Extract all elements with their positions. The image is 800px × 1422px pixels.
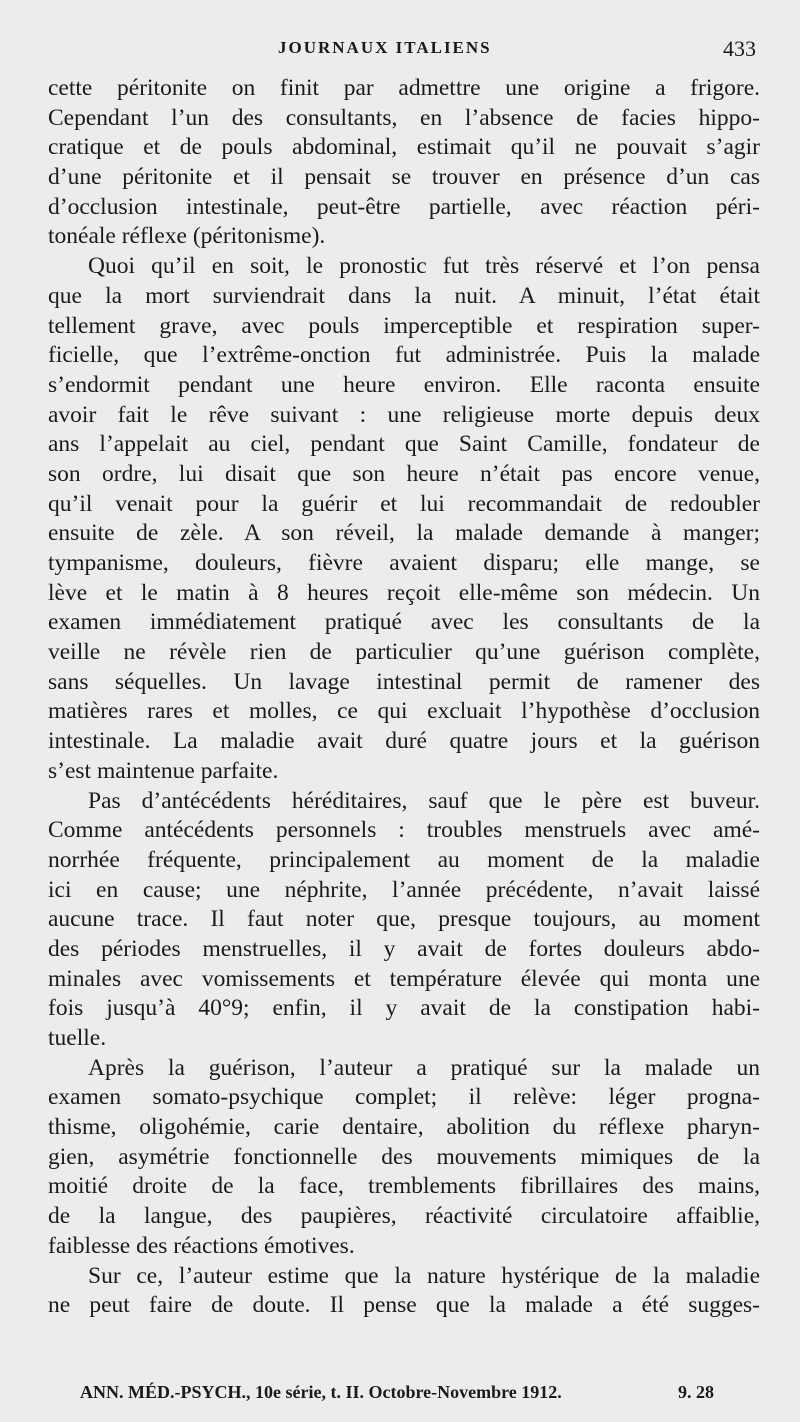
- text-line: de la langue, des paupières, réactivité circulatoire affaiblie,: [48, 1203, 760, 1230]
- text-line: Quoi qu’il en soit, le pronostic fut très réservé et l’on pensa: [88, 253, 760, 280]
- page-number: 433: [723, 36, 756, 61]
- text-line: tellement grave, avec pouls imperceptible et respiration super-: [48, 312, 760, 339]
- text-line: intestinale. La maladie avait duré quatre jours et la guérison: [48, 728, 760, 755]
- signature-mark: 9. 28: [678, 1382, 714, 1402]
- text-line: thisme, oligohémie, carie dentaire, abolition du réflexe pharyn-: [48, 1114, 760, 1141]
- text-line: tonéale réflexe (péritonisme).: [48, 223, 326, 250]
- text-line: qu’il venait pour la guérir et lui recommandait de redoubler: [48, 490, 760, 517]
- text-line: s’endormit pendant une heure environ. Elle raconta ensuite: [48, 371, 760, 398]
- text-line: faiblesse des réactions émotives.: [48, 1232, 355, 1259]
- text-line: ans l’appelait au ciel, pendant que Saint Camille, fondateur de: [48, 431, 760, 458]
- text-line: matières rares et molles, ce qui excluait l’hypothèse d’occlusion: [48, 698, 760, 725]
- text-line: examen immédiatement pratiqué avec les consultants de la: [48, 609, 760, 636]
- text-line: d’occlusion intestinale, peut-être partielle, avec réaction péri-: [48, 193, 760, 220]
- footer-citation: ANN. MÉD.-PSYCH., 10e série, t. II. Octobre-Novembre 1912.: [80, 1382, 562, 1402]
- text-line: cette péritonite on finit par admettre une origine a frigore.: [48, 75, 760, 101]
- text-line: examen somato-psychique complet; il relève: léger progna-: [48, 1084, 760, 1111]
- body-text: [48, 74, 760, 1321]
- text-line: moitié droite de la face, tremblements fibrillaires des mains,: [48, 1173, 760, 1200]
- text-line: des périodes menstruelles, il y avait de fortes douleurs abdo-: [48, 935, 760, 962]
- text-line: norrhée fréquente, principalement au moment de la maladie: [48, 846, 760, 873]
- text-line: gien, asymétrie fonctionnelle des mouvements mimiques de la: [48, 1143, 760, 1170]
- text-line: cratique et de pouls abdominal, estimait qu’il ne pouvait s’agir: [48, 134, 760, 161]
- text-line: minales avec vomissements et température élevée qui monta une: [48, 965, 760, 992]
- text-line: lève et le matin à 8 heures reçoit elle-même son médecin. Un: [48, 579, 760, 606]
- text-line: tympanisme, douleurs, fièvre avaient disparu; elle mange, se: [48, 550, 760, 576]
- text-line: avoir fait le rêve suivant : une religieuse morte depuis deux: [48, 401, 760, 428]
- text-line: fois jusqu’à 40°9; enfin, il y avait de la constipation habi-: [48, 995, 760, 1022]
- text-line: ficielle, que l’extrême-onction fut administrée. Puis la malade: [48, 342, 760, 369]
- text-line: ici en cause; une néphrite, l’année précédente, n’avait laissé: [48, 876, 760, 903]
- running-head: [0, 36, 800, 64]
- text-line: Pas d’antécédents héréditaires, sauf que le père est buveur.: [88, 787, 760, 814]
- text-line: s’est maintenue parfaite.: [48, 757, 279, 784]
- text-line: Après la guérison, l’auteur a pratiqué sur la malade un: [88, 1054, 760, 1081]
- text-line: Comme antécédents personnels : troubles menstruels avec amé-: [48, 817, 760, 844]
- text-line: tuelle.: [48, 1025, 107, 1051]
- text-line: aucune trace. Il faut noter que, presque toujours, au moment: [48, 906, 760, 933]
- text-line: ne peut faire de doute. Il pense que la malade a été sugges-: [48, 1292, 760, 1319]
- text-line: Sur ce, l’auteur estime que la nature hystérique de la maladie: [88, 1262, 760, 1289]
- text-line: ensuite de zèle. A son réveil, la malade demande à manger;: [48, 520, 760, 547]
- text-line: son ordre, lui disait que son heure n’était pas encore venue,: [48, 460, 760, 487]
- text-line: Cependant l’un des consultants, en l’absence de facies hippo-: [48, 104, 760, 131]
- text-line: d’une péritonite et il pensait se trouver en présence d’un cas: [48, 164, 760, 191]
- text-line: que la mort surviendrait dans la nuit. A minuit, l’état était: [48, 282, 760, 309]
- text-line: sans séquelles. Un lavage intestinal permit de ramener des: [48, 668, 760, 695]
- running-head-title: JOURNAUX ITALIENS: [278, 38, 492, 57]
- text-line: veille ne révèle rien de particulier qu’une guérison complète,: [48, 639, 760, 666]
- footer-citation-block: [80, 1382, 740, 1403]
